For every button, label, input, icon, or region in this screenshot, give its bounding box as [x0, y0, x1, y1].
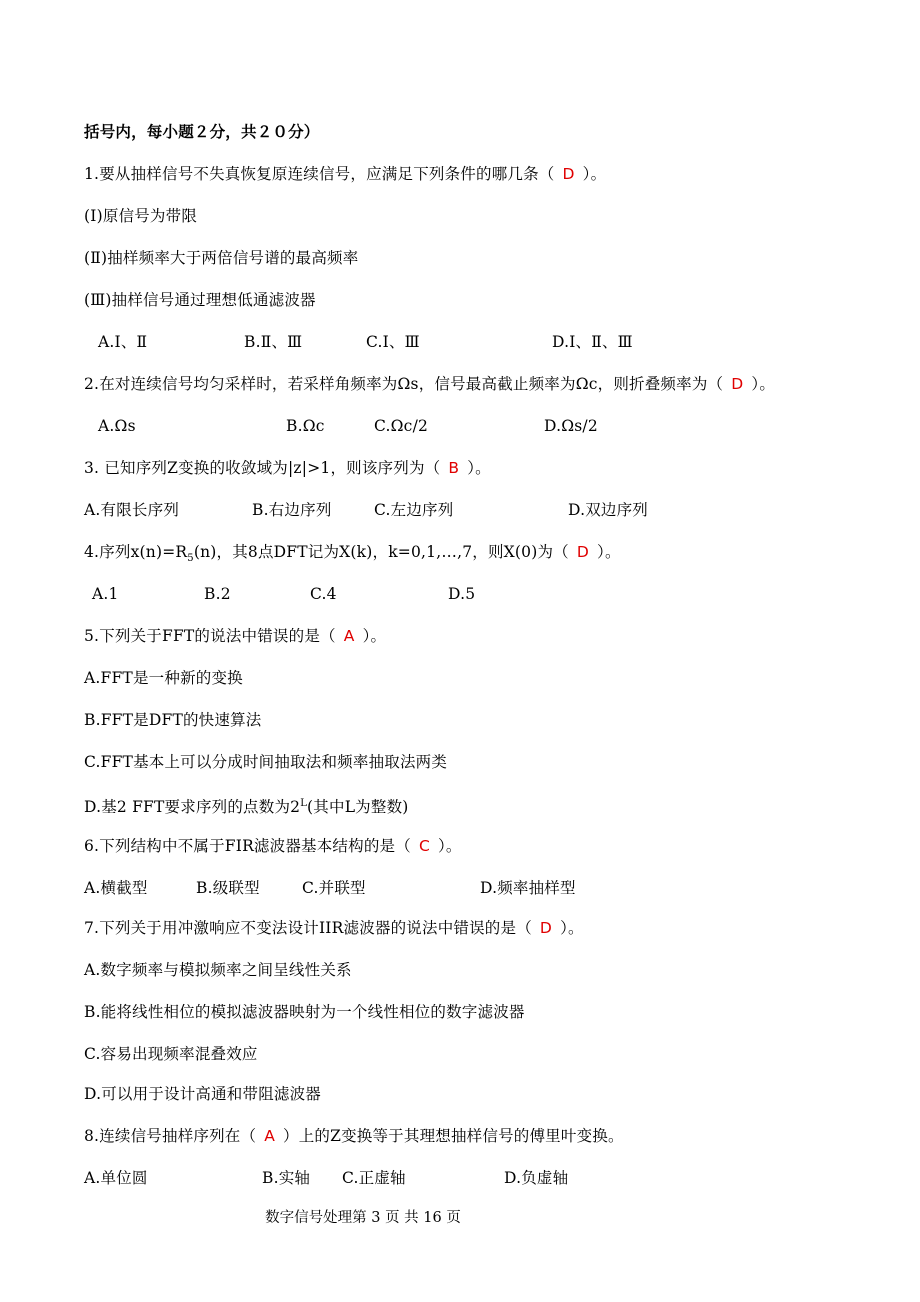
q6-option-b: B.级联型 — [196, 879, 260, 897]
q4-option-d: D.5 — [448, 585, 476, 603]
question-6 — [84, 836, 462, 856]
question-4-stem: 4.序列x(n)=R — [84, 543, 188, 561]
question-2-answer: D — [731, 375, 744, 393]
question-1-stem-end: ）。 — [582, 165, 607, 183]
question-7-answer: D — [539, 919, 553, 937]
question-5 — [84, 626, 386, 646]
section-header: 括号内，每小题２分，共２０分） — [84, 123, 320, 141]
question-7-stem-end: ）。 — [560, 919, 584, 937]
q8-option-d: D.负虚轴 — [504, 1169, 569, 1187]
page-footer: 数字信号处理第 3 页 共 16 页 — [265, 1210, 461, 1226]
question-3-stem: 3. 已知序列Z变换的收敛域为|z|>1，则该序列为（ — [84, 459, 441, 477]
q8-option-a: A.单位圆 — [84, 1169, 148, 1187]
question-4 — [84, 542, 621, 569]
question-4-answer: D — [576, 543, 589, 561]
q2-option-c: C.Ωc/2 — [374, 417, 429, 435]
question-4-stem-cont: (n)，其8点DFT记为X(k)，k=0,1,…,7，则X(0)为（ — [193, 543, 569, 561]
condition-1: (Ⅰ)原信号为带限 — [84, 207, 198, 225]
q5-option-d-superscript: L — [300, 798, 308, 809]
q2-option-d: D.Ωs/2 — [544, 417, 598, 435]
q1-option-c: C.Ⅰ、Ⅲ — [366, 333, 420, 351]
q4-option-a: A.1 — [92, 585, 119, 603]
condition-2: (Ⅱ)抽样频率大于两倍信号谱的最高频率 — [84, 249, 359, 267]
q5-option-d — [84, 794, 409, 817]
q5-option-b: B.FFT是DFT的快速算法 — [84, 711, 262, 729]
q6-option-d: D.频率抽样型 — [480, 879, 576, 897]
question-7 — [84, 918, 584, 938]
question-5-stem: 5.下列关于FFT的说法中错误的是（ — [84, 627, 336, 645]
q7-option-c: C.容易出现频率混叠效应 — [84, 1045, 258, 1063]
q1-option-d: D.Ⅰ、Ⅱ、Ⅲ — [552, 333, 633, 351]
question-4-stem-end: ）。 — [597, 543, 621, 561]
question-3-answer: B — [448, 459, 460, 477]
q8-option-c: C.正虚轴 — [342, 1169, 406, 1187]
question-8-answer: A — [264, 1127, 276, 1145]
question-2-stem-end: ）。 — [751, 375, 776, 393]
q3-option-b: B.右边序列 — [252, 501, 332, 519]
q5-option-c: C.FFT基本上可以分成时间抽取法和频率抽取法两类 — [84, 753, 448, 771]
q7-option-d: D.可以用于设计高通和带阻滤波器 — [84, 1085, 322, 1103]
q1-option-a: A.Ⅰ、Ⅱ — [98, 333, 148, 351]
question-1-answer: D — [562, 165, 575, 183]
question-8-stem: 8.连续信号抽样序列在（ — [84, 1127, 257, 1145]
question-3 — [84, 458, 491, 478]
q7-option-a: A.数字频率与模拟频率之间呈线性关系 — [84, 961, 352, 979]
q5-option-d-text: D.基2 FFT要求序列的点数为2 — [84, 798, 301, 817]
condition-3: (Ⅲ)抽样信号通过理想低通滤波器 — [84, 291, 316, 309]
question-4-subscript: 5 — [187, 553, 194, 565]
question-5-stem-end: ）。 — [362, 627, 387, 645]
question-2 — [84, 374, 775, 394]
q4-option-c: C.4 — [310, 585, 337, 603]
q5-option-a: A.FFT是一种新的变换 — [84, 669, 243, 687]
question-7-stem: 7.下列关于用冲激响应不变法设计IIR滤波器的说法中错误的是（ — [84, 919, 532, 937]
question-6-answer: C — [418, 837, 430, 855]
q3-option-c: C.左边序列 — [374, 501, 454, 519]
q8-option-b: B.实轴 — [262, 1169, 311, 1187]
q4-option-b: B.2 — [204, 585, 231, 603]
q1-option-b: B.Ⅱ、Ⅲ — [244, 333, 303, 351]
q5-option-d-text-end: (其中L为整数) — [307, 798, 409, 817]
q6-option-a: A.横截型 — [84, 879, 148, 897]
q7-option-b: B.能将线性相位的模拟滤波器映射为一个线性相位的数字滤波器 — [84, 1003, 525, 1021]
question-8-stem-end: ）上的Z变换等于其理想抽样信号的傅里叶变换。 — [283, 1127, 624, 1145]
q2-option-a: A.Ωs — [98, 417, 136, 435]
question-8 — [84, 1126, 624, 1146]
question-5-answer: A — [343, 627, 355, 645]
question-6-stem-end: ）。 — [437, 837, 462, 855]
q3-option-a: A.有限长序列 — [84, 501, 180, 519]
question-1 — [84, 164, 606, 184]
q3-option-d: D.双边序列 — [568, 501, 649, 519]
question-1-stem: 1.要从抽样信号不失真恢复原连续信号，应满足下列条件的哪几条（ — [84, 165, 555, 183]
q6-option-c: C.并联型 — [302, 879, 366, 897]
question-3-stem-end: ）。 — [467, 459, 491, 477]
question-6-stem: 6.下列结构中不属于FIR滤波器基本结构的是（ — [84, 837, 411, 855]
q2-option-b: B.Ωc — [286, 417, 325, 435]
question-2-stem: 2.在对连续信号均匀采样时，若采样角频率为Ωs，信号最高截止频率为Ωc，则折叠频率为（ — [84, 375, 724, 393]
